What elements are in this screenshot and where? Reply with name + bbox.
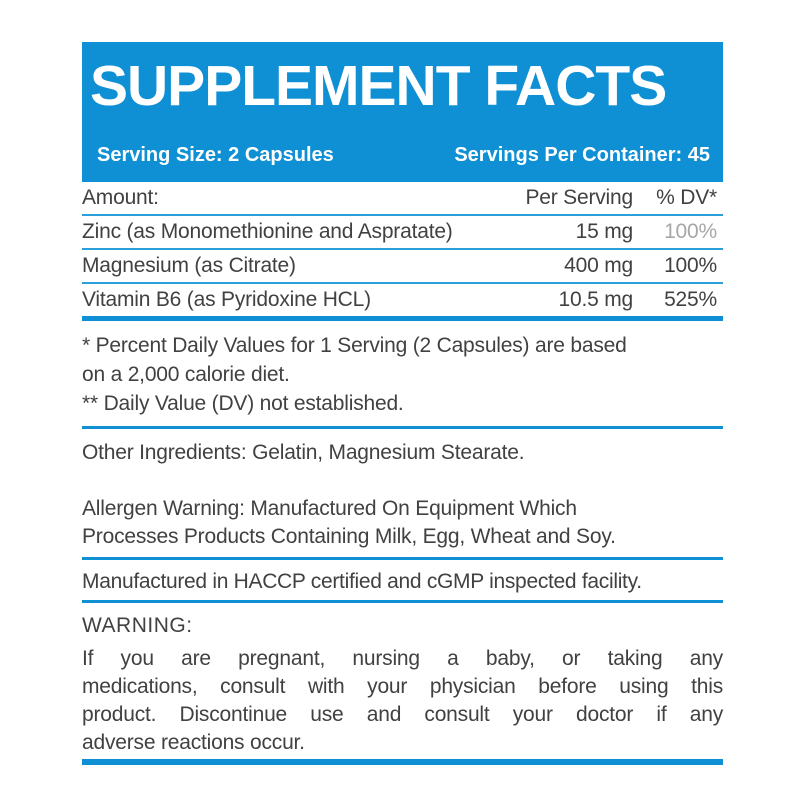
column-header-amount: Amount: (82, 186, 159, 209)
table-header-row (82, 182, 723, 216)
table-row-vitamin-b6 (82, 284, 723, 321)
servings-per-container: Servings Per Container: 45 (454, 144, 710, 166)
text-line: If you are pregnant, nursing a baby, or taking any (82, 647, 723, 670)
nutrient-amount: 10.5 mg (558, 288, 633, 311)
table-row-magnesium (82, 250, 723, 284)
nutrient-name: Zinc (as Monomethionine and Aspratate) (82, 220, 453, 243)
nutrient-amount: 400 mg (564, 254, 633, 277)
daily-value-footnotes (82, 331, 723, 418)
column-header-per-serving: Per Serving (525, 186, 633, 209)
text-line: on a 2,000 calorie diet. (82, 363, 290, 386)
section-divider (82, 557, 723, 560)
nutrient-dv: 525% (664, 288, 717, 311)
bottom-border-rule (82, 759, 723, 765)
nutrient-dv: 100% (664, 220, 717, 243)
text-line: * Percent Daily Values for 1 Serving (2 Capsules) are based (82, 334, 627, 357)
header-band (82, 42, 723, 182)
nutrient-name: Magnesium (as Citrate) (82, 254, 296, 277)
text-line: adverse reactions occur. (82, 731, 305, 754)
text-line: product. Discontinue use and consult your doctor if any (82, 703, 723, 726)
nutrient-amount: 15 mg (575, 220, 633, 243)
text-line: Allergen Warning: Manufactured On Equipment Which (82, 497, 577, 520)
serving-size: Serving Size: 2 Capsules (97, 144, 334, 166)
manufactured-text: Manufactured in HACCP certified and cGMP inspected facility. (82, 570, 642, 593)
nutrient-dv: 100% (664, 254, 717, 277)
allergen-warning-text (82, 495, 723, 551)
supplement-facts-label (82, 42, 723, 765)
text-line: medications, consult with your physician before using this (82, 675, 723, 698)
serving-row (82, 144, 723, 167)
other-ingredients-text: Other Ingredients: Gelatin, Magnesium Stearate. (82, 441, 525, 464)
warning-title: WARNING: (82, 614, 193, 637)
nutrient-name: Vitamin B6 (as Pyridoxine HCL) (82, 288, 371, 311)
section-divider (82, 600, 723, 603)
text-line: Processes Products Containing Milk, Egg, Wheat and Soy. (82, 525, 616, 548)
label-title: SUPPLEMENT FACTS (90, 54, 667, 118)
text-line: ** Daily Value (DV) not established. (82, 392, 404, 415)
table-row-zinc (82, 216, 723, 250)
section-divider (82, 426, 723, 429)
column-header-dv: % DV* (656, 186, 717, 209)
warning-paragraph (82, 645, 723, 757)
